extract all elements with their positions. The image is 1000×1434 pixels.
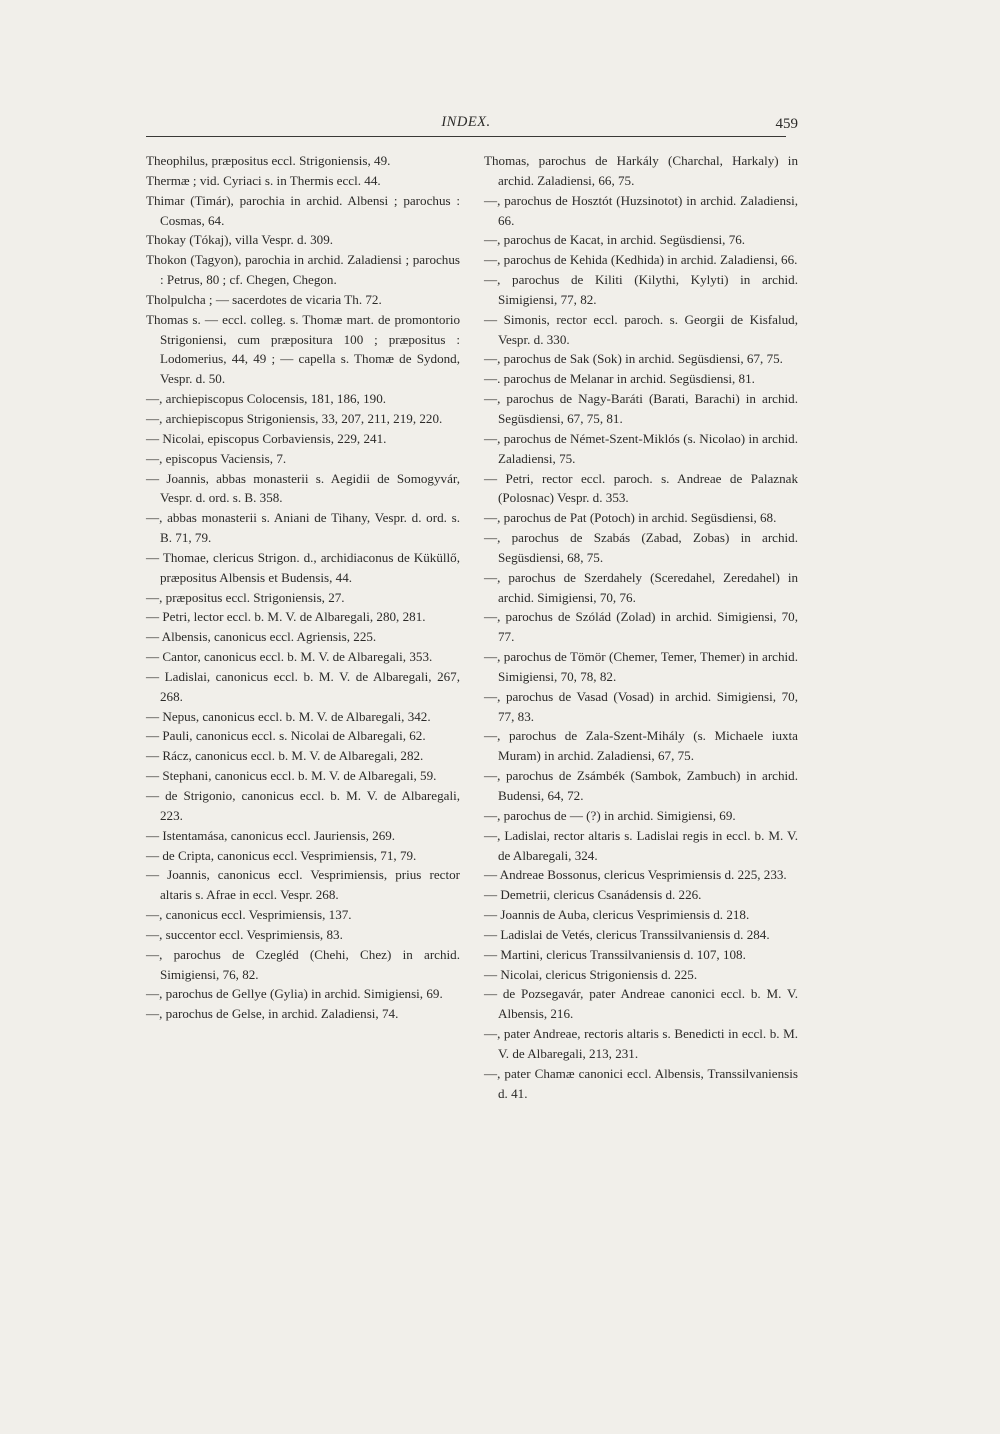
index-entry: — Cantor, canonicus eccl. b. M. V. de Albaregali, 353. xyxy=(146,649,433,665)
index-entry: —, parochus de Pat (Potoch) in archid. Següsdiensi, 68. xyxy=(484,510,777,526)
index-entry: Thokay (Tókaj), villa Vespr. d. 309. xyxy=(146,232,334,248)
index-entry: — de Cripta, canonicus eccl. Vesprimiensis, 71, 79. xyxy=(146,847,417,863)
index-entry: Thokon (Tagyon), parochia in archid. Zaladiensi ; parochus : Petrus, 80 ; cf. Chegen, Chegon. xyxy=(146,252,460,288)
index-entry: —, parochus de Zala-Szent-Mihály (s. Michaele iuxta Muram) in archid. Zaladiensi, 67, 75. xyxy=(484,728,798,764)
index-entry: — Demetrii, clericus Csanádensis d. 226. xyxy=(484,887,702,903)
index-entry: Theophilus, præpositus eccl. Strigoniensis, 49. xyxy=(146,153,391,168)
page-number: 459 xyxy=(775,116,798,132)
index-entry: Thermæ ; vid. Cyriaci s. in Thermis eccl. 44. xyxy=(146,172,381,188)
index-entry: — Ladislai, canonicus eccl. b. M. V. de Albaregali, 267, 268. xyxy=(146,668,460,704)
index-entry: —, parochus de Kehida (Kedhida) in archid. Zaladiensi, 66. xyxy=(484,252,798,268)
index-entry: — Petri, rector eccl. paroch. s. Andreae de Palaznak (Polosnac) Vespr. d. 353. xyxy=(484,470,798,506)
index-entry: — Nicolai, episcopus Corbaviensis, 229, 241. xyxy=(146,430,387,446)
index-entry: —, parochus de — (?) in archid. Simigiensi, 69. xyxy=(484,807,736,823)
index-entry: — de Pozsegavár, pater Andreae canonici eccl. b. M. V. Albensis, 216. xyxy=(484,986,798,1022)
index-entry: —, pater Chamæ canonici eccl. Albensis, Transsilvaniensis d. 41. xyxy=(484,1065,798,1101)
right-column xyxy=(484,151,798,1104)
index-entry: Tholpulcha ; — sacerdotes de vicaria Th. 72. xyxy=(146,291,382,307)
index-entry: Thimar (Timár), parochia in archid. Albensi ; parochus : Cosmas, 64. xyxy=(146,192,460,228)
index-entry: —, pater Andreae, rectoris altaris s. Benedicti in eccl. b. M. V. de Albaregali, 213, 231. xyxy=(484,1026,798,1061)
index-entry: —, episcopus Vaciensis, 7. xyxy=(146,450,287,466)
index-entry: — Rácz, canonicus eccl. b. M. V. de Albaregali, 282. xyxy=(146,748,424,764)
index-entry: —, præpositus eccl. Strigoniensis, 27. xyxy=(146,589,345,605)
left-column xyxy=(146,151,460,1024)
index-entry: —, parochus de Sak (Sok) in archid. Següsdiensi, 67, 75. xyxy=(484,351,783,367)
index-entry: —, parochus de Vasad (Vosad) in archid. Simigiensi, 70, 77, 83. xyxy=(484,688,798,724)
header-rule xyxy=(146,136,786,137)
index-entry: —, parochus de Gellye (Gylia) in archid. Simigiensi, 69. xyxy=(146,986,443,1002)
index-entry: — Petri, lector eccl. b. M. V. de Albaregali, 280, 281. xyxy=(146,609,426,625)
running-title: INDEX. xyxy=(441,114,491,130)
index-entry: — Nepus, canonicus eccl. b. M. V. de Albaregali, 342. xyxy=(146,708,431,724)
index-entry: —, canonicus eccl. Vesprimiensis, 137. xyxy=(146,907,352,923)
index-entry: — Joannis de Auba, clericus Vesprimiensis d. 218. xyxy=(484,907,750,923)
index-entry: — Ladislai de Vetés, clericus Transsilvaniensis d. 284. xyxy=(484,926,770,942)
index-entry: —, parochus de Nagy-Baráti (Barati, Barachi) in archid. Següsdiensi, 67, 75, 81. xyxy=(484,391,798,426)
index-entry: —, parochus de Kiliti (Kilythi, Kylyti) in archid. Simigiensi, 77, 82. xyxy=(484,272,798,307)
index-entry: — Joannis, canonicus eccl. Vesprimiensis, prius rector altaris s. Afrae in eccl. Vespr. 268. xyxy=(146,867,460,903)
index-entry: —, parochus de Szólád (Zolad) in archid. Simigiensi, 70, 77. xyxy=(484,609,798,645)
index-entry: —, parochus de Német-Szent-Miklós (s. Nicolao) in archid. Zaladiensi, 75. xyxy=(484,430,798,466)
index-entry: Thomas s. — eccl. colleg. s. Thomæ mart. de promontorio Strigoniensi, cum præpositura 100 ; præpositus : Lodomerius, 44, 49 ; — capella s. Thomæ de Sydond, Vespr. d. 50. xyxy=(146,311,460,387)
index-entry: — Thomae, clericus Strigon. d., archidiaconus de Küküllő, præpositus Albensis et Budensis, 44. xyxy=(146,549,460,585)
index-entry: — Joannis, abbas monasterii s. Aegidii de Somogyvár, Vespr. d. ord. s. B. 358. xyxy=(146,470,460,506)
index-entry: — Simonis, rector eccl. paroch. s. Georgii de Kisfalud, Vespr. d. 330. xyxy=(484,311,798,347)
index-entry: —, parochus de Zsámbék (Sambok, Zambuch) in archid. Budensi, 64, 72. xyxy=(484,768,798,803)
index-entry: —, parochus de Tömör (Chemer, Temer, Themer) in archid. Simigiensi, 70, 78, 82. xyxy=(484,649,798,684)
index-entry: — Pauli, canonicus eccl. s. Nicolai de Albaregali, 62. xyxy=(146,728,426,744)
index-entry: —, parochus de Szerdahely (Sceredahel, Zeredahel) in archid. Simigiensi, 70, 76. xyxy=(484,569,798,605)
running-head xyxy=(146,114,798,138)
index-entry: — Albensis, canonicus eccl. Agriensis, 225. xyxy=(146,629,377,645)
index-entry: —, succentor eccl. Vesprimiensis, 83. xyxy=(146,926,343,942)
index-entry: — Martini, clericus Transsilvaniensis d. 107, 108. xyxy=(484,946,746,962)
index-entry: —, parochus de Szabás (Zabad, Zobas) in archid. Següsdiensi, 68, 75. xyxy=(484,530,798,565)
index-entry: —, parochus de Czegléd (Chehi, Chez) in archid. Simigiensi, 76, 82. xyxy=(146,946,460,982)
index-entry: —, archiepiscopus Strigoniensis, 33, 207, 211, 219, 220. xyxy=(146,410,443,426)
index-entry: —, Ladislai, rector altaris s. Ladislai regis in eccl. b. M. V. de Albaregali, 324. xyxy=(484,827,798,863)
index-entry: —, parochus de Hosztót (Huzsinotot) in archid. Zaladiensi, 66. xyxy=(484,192,798,228)
index-entry: —, archiepiscopus Colocensis, 181, 186, 190. xyxy=(146,391,387,407)
index-entry: — Nicolai, clericus Strigoniensis d. 225. xyxy=(484,966,698,982)
index-entry: —, abbas monasterii s. Aniani de Tihany, Vespr. d. ord. s. B. 71, 79. xyxy=(146,510,460,546)
index-entry: —. parochus de Melanar in archid. Següsdiensi, 81. xyxy=(484,371,755,387)
index-entry: —, parochus de Kacat, in archid. Següsdiensi, 76. xyxy=(484,232,746,248)
index-entry: —, parochus de Gelse, in archid. Zaladiensi, 74. xyxy=(146,1006,399,1022)
index-entry: Thomas, parochus de Harkály (Charchal, Harkaly) in archid. Zaladiensi, 66, 75. xyxy=(484,153,798,188)
index-entry: — Istentamása, canonicus eccl. Jauriensis, 269. xyxy=(146,827,396,843)
index-entry: — Andreae Bossonus, clericus Vesprimiensis d. 225, 233. xyxy=(484,867,787,883)
index-entry: — Stephani, canonicus eccl. b. M. V. de Albaregali, 59. xyxy=(146,768,437,784)
index-entry: — de Strigonio, canonicus eccl. b. M. V. de Albaregali, 223. xyxy=(146,788,460,823)
